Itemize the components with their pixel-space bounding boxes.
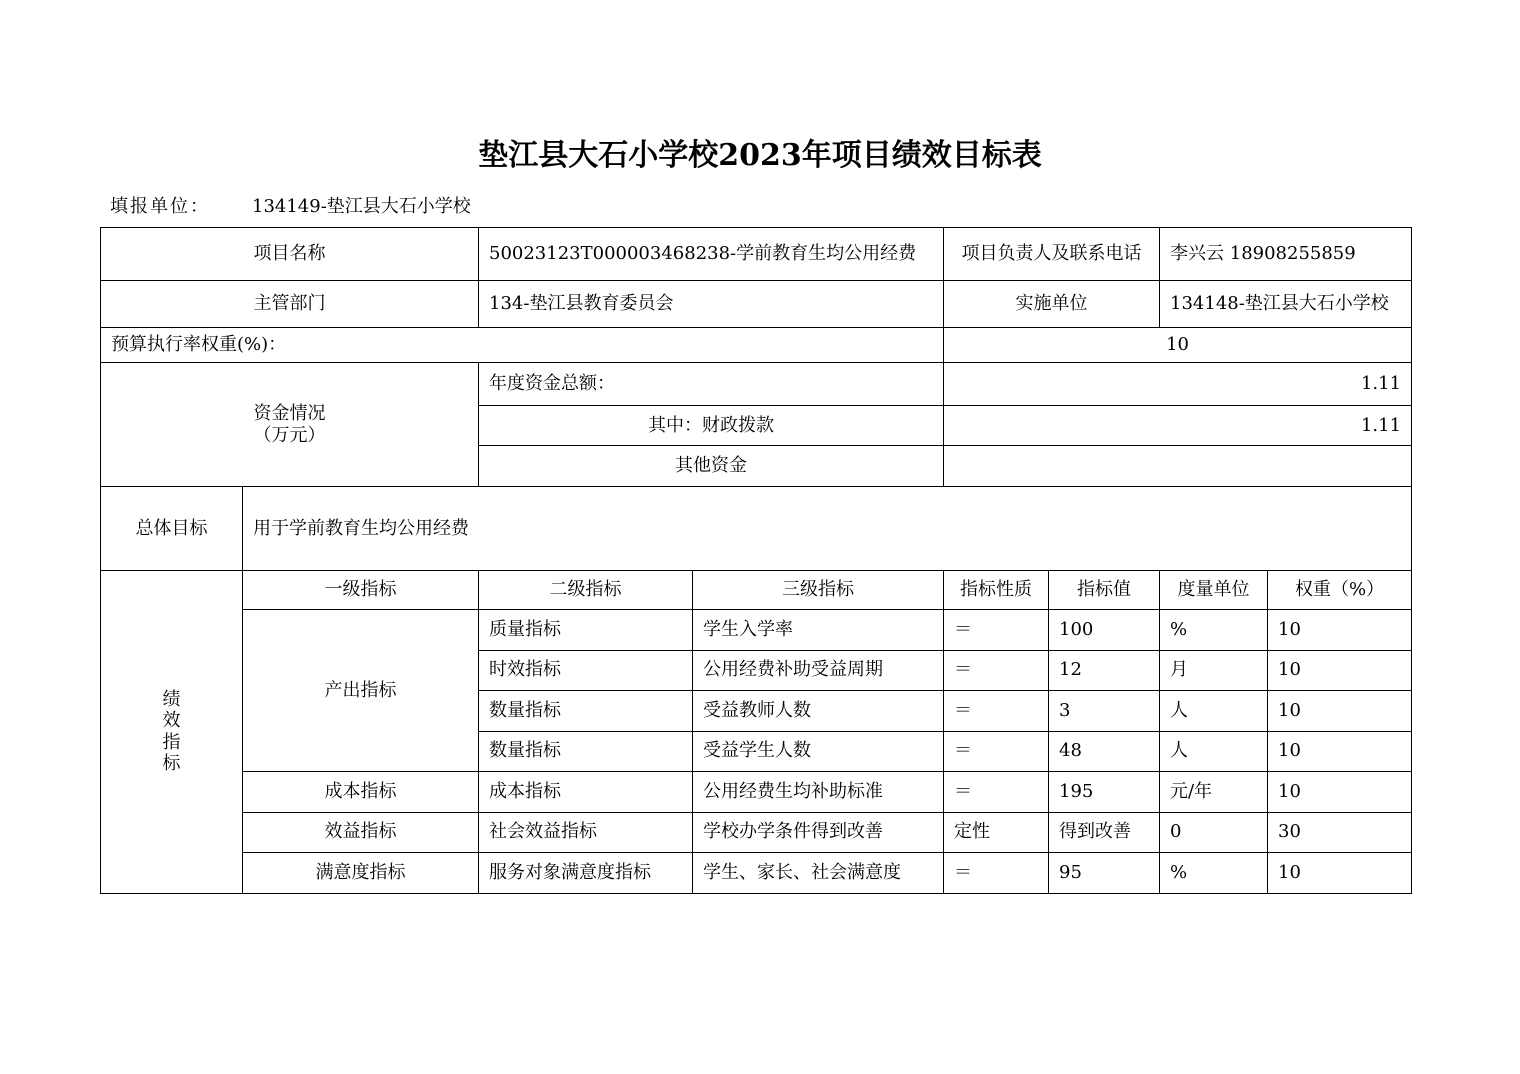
header-level3: 三级指标 (693, 571, 944, 610)
funds-total-value: 1.11 (944, 363, 1412, 406)
performance-table (100, 227, 1412, 894)
unit-cell: 0 (1160, 812, 1268, 853)
indicator-header-row (101, 571, 1412, 610)
level2-cell: 社会效益指标 (479, 812, 693, 853)
level3-cell: 学生、家长、社会满意度 (693, 853, 944, 894)
indicator-row (101, 853, 1412, 894)
nature-cell: ＝ (944, 610, 1049, 651)
value-cell: 12 (1049, 650, 1160, 691)
level3-cell: 学校办学条件得到改善 (693, 812, 944, 853)
unit-cell: 元/年 (1160, 772, 1268, 813)
weight-cell: 10 (1268, 772, 1412, 813)
dept-row (101, 281, 1412, 328)
value-cell: 48 (1049, 731, 1160, 772)
funds-fiscal-label: 其中：财政拨款 (479, 406, 944, 446)
value-cell: 100 (1049, 610, 1160, 651)
dept-label: 主管部门 (101, 281, 479, 328)
header-weight: 权重（%） (1268, 571, 1412, 610)
project-name-label: 项目名称 (101, 228, 479, 281)
level2-cell: 质量指标 (479, 610, 693, 651)
funds-other-value (944, 446, 1412, 487)
value-cell: 195 (1049, 772, 1160, 813)
indicator-section-char: 效 (162, 710, 181, 732)
header-nature: 指标性质 (944, 571, 1049, 610)
nature-cell: 定性 (944, 812, 1049, 853)
goal-value: 用于学前教育生均公用经费 (243, 487, 1412, 571)
budget-weight-value: 10 (944, 328, 1412, 363)
level3-cell: 学生入学率 (693, 610, 944, 651)
level3-cell: 公用经费生均补助标准 (693, 772, 944, 813)
level2-cell: 数量指标 (479, 691, 693, 732)
unit-cell: 人 (1160, 691, 1268, 732)
header-level2: 二级指标 (479, 571, 693, 610)
header-level1: 一级指标 (243, 571, 479, 610)
weight-cell: 10 (1268, 691, 1412, 732)
weight-cell: 10 (1268, 650, 1412, 691)
funds-label-line2: （万元） (253, 424, 326, 446)
header-value: 指标值 (1049, 571, 1160, 610)
filing-unit (110, 192, 471, 218)
goal-label: 总体目标 (101, 487, 243, 571)
page-title: 垫江县大石小学校2023年项目绩效目标表 (478, 138, 1042, 173)
indicator-section-label (101, 571, 243, 894)
unit-cell: 月 (1160, 650, 1268, 691)
funds-label-line1: 资金情况 (253, 402, 326, 424)
level2-cell: 服务对象满意度指标 (479, 853, 693, 894)
indicator-row (101, 772, 1412, 813)
project-contact-value: 李兴云 18908255859 (1160, 228, 1412, 281)
level3-cell: 受益教师人数 (693, 691, 944, 732)
funds-total-label: 年度资金总额： (479, 363, 944, 406)
weight-cell: 30 (1268, 812, 1412, 853)
value-cell: 95 (1049, 853, 1160, 894)
funds-label (101, 363, 479, 487)
budget-weight-label: 预算执行率权重(%)： (101, 328, 944, 363)
weight-cell: 10 (1268, 853, 1412, 894)
nature-cell: ＝ (944, 731, 1049, 772)
indicator-row (101, 610, 1412, 651)
level1-cell: 成本指标 (243, 772, 479, 813)
indicator-section-char: 标 (162, 753, 181, 775)
filing-unit-label: 填报单位： (110, 196, 210, 217)
goal-row (101, 487, 1412, 571)
level1-cell: 效益指标 (243, 812, 479, 853)
unit-cell: % (1160, 853, 1268, 894)
indicator-section-char: 绩 (162, 688, 181, 710)
filing-unit-value: 134149-垫江县大石小学校 (252, 196, 471, 217)
value-cell: 3 (1049, 691, 1160, 732)
nature-cell: ＝ (944, 853, 1049, 894)
level2-cell: 时效指标 (479, 650, 693, 691)
weight-cell: 10 (1268, 610, 1412, 651)
level2-cell: 数量指标 (479, 731, 693, 772)
value-cell: 得到改善 (1049, 812, 1160, 853)
unit-cell: % (1160, 610, 1268, 651)
project-name-value: 50023123T000003468238-学前教育生均公用经费 (479, 228, 944, 281)
level3-cell: 受益学生人数 (693, 731, 944, 772)
level1-cell: 满意度指标 (243, 853, 479, 894)
nature-cell: ＝ (944, 650, 1049, 691)
budget-weight-row (101, 328, 1412, 363)
unit-cell: 人 (1160, 731, 1268, 772)
funds-total-row (101, 363, 1412, 406)
impl-unit-value: 134148-垫江县大石小学校 (1160, 281, 1412, 328)
level2-cell: 成本指标 (479, 772, 693, 813)
weight-cell: 10 (1268, 731, 1412, 772)
funds-other-label: 其他资金 (479, 446, 944, 487)
project-name-row (101, 228, 1412, 281)
funds-fiscal-value: 1.11 (944, 406, 1412, 446)
dept-value: 134-垫江县教育委员会 (479, 281, 944, 328)
impl-unit-label: 实施单位 (944, 281, 1160, 328)
indicator-row (101, 812, 1412, 853)
level3-cell: 公用经费补助受益周期 (693, 650, 944, 691)
project-contact-label: 项目负责人及联系电话 (944, 228, 1160, 281)
indicator-section-char: 指 (162, 731, 181, 753)
level1-cell: 产出指标 (243, 610, 479, 772)
header-unit: 度量单位 (1160, 571, 1268, 610)
nature-cell: ＝ (944, 691, 1049, 732)
nature-cell: ＝ (944, 772, 1049, 813)
